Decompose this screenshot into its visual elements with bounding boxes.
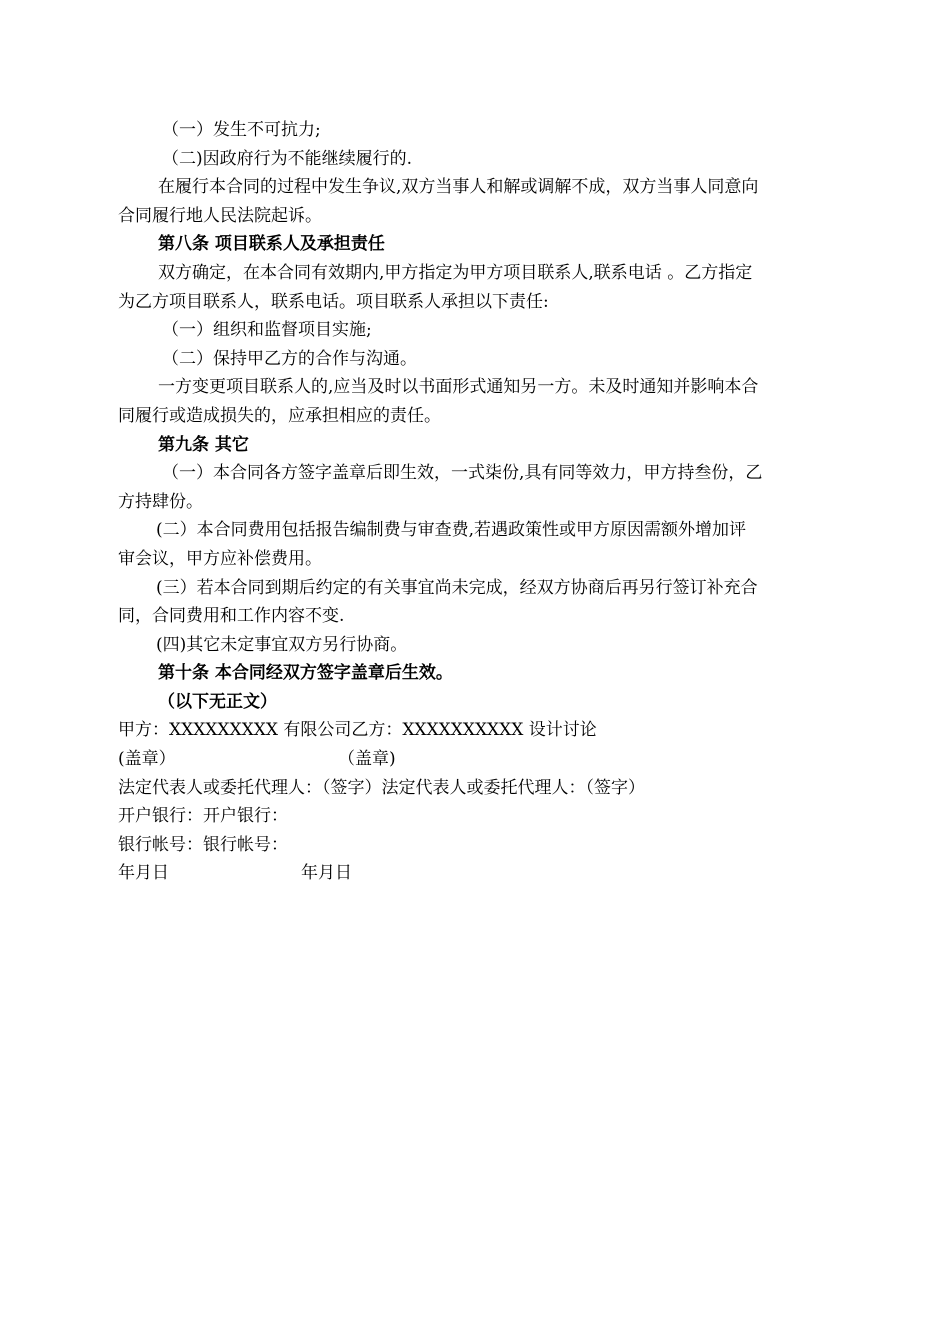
article-9-heading: 第九条 其它 — [158, 434, 249, 455]
contract-page — [118, 116, 838, 888]
other-item-3-line-2: 同，合同费用和工作内容不变. — [118, 606, 345, 627]
article-8-heading: 第八条 项目联系人及承担责任 — [158, 234, 385, 255]
clause-7-item-2: （二)因政府行为不能继续履行的. — [162, 148, 413, 169]
signature-bank: 开户银行：开户银行： — [118, 806, 288, 827]
seal-a: (盖章） — [118, 749, 176, 770]
other-item-1-line-1: （一）本合同各方签字盖章后即生效，一式柒份,具有同等效力，甲方持叁份，乙 — [162, 463, 763, 484]
signature-date-row — [118, 859, 838, 888]
other-item-4: (四)其它未定事宜双方另行协商。 — [156, 634, 408, 655]
article-10-heading: 第十条 本合同经双方签字盖章后生效。 — [158, 663, 453, 684]
contact-change-line-2: 同履行或造成损失的，应承担相应的责任。 — [118, 405, 441, 426]
dispute-paragraph-line-2: 合同履行地人民法院起诉。 — [118, 205, 322, 226]
signature-account: 银行帐号：银行帐号： — [118, 834, 288, 855]
dispute-paragraph-line-1: 在履行本合同的过程中发生争议,双方当事人和解或调解不成，双方当事人同意向 — [158, 177, 759, 198]
contact-duty-1: （一）组织和监督项目实施; — [162, 320, 372, 341]
no-text-notice: （以下无正文） — [158, 691, 277, 712]
date-b: 年月日 — [301, 863, 352, 884]
signature-seal-row — [118, 745, 838, 774]
other-item-2-line-2: 审会议，甲方应补偿费用。 — [118, 548, 322, 569]
date-a: 年月日 — [118, 863, 169, 884]
contact-change-line-1: 一方变更项目联系人的,应当及时以书面形式通知另一方。未及时通知并影响本合 — [158, 377, 759, 398]
other-item-2-line-1: (二）本合同费用包括报告编制费与审查费,若遇政策性或甲方原因需额外增加评 — [156, 520, 747, 541]
other-item-3-line-1: (三）若本合同到期后约定的有关事宜尚未完成，经双方协商后再另行签订补充合 — [156, 577, 758, 598]
signature-representatives: 法定代表人或委托代理人：（签字）法定代表人或委托代理人：（签字） — [118, 777, 645, 798]
contact-paragraph-line-2: 为乙方项目联系人，联系电话。项目联系人承担以下责任: — [118, 291, 549, 312]
contact-paragraph-line-1: 双方确定，在本合同有效期内,甲方指定为甲方项目联系人,联系电话 。乙方指定 — [158, 262, 753, 283]
signature-parties: 甲方：XXXXXXXXX 有限公司乙方：XXXXXXXXXX 设计讨论 — [118, 720, 597, 741]
other-item-1-line-2: 方持肆份。 — [118, 491, 203, 512]
contact-duty-2: （二）保持甲乙方的合作与沟通。 — [162, 348, 417, 369]
clause-7-item-1: （一）发生不可抗力; — [162, 120, 321, 140]
seal-b: （盖章) — [338, 749, 396, 770]
